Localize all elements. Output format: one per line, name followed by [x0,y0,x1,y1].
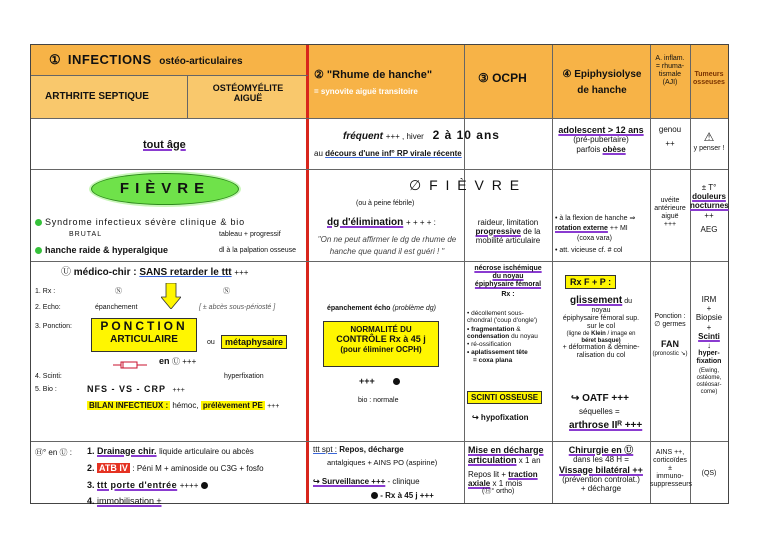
tumeurs-signs: ± T° douleurs nocturnes ++ AEG [690,183,729,234]
rhume-ttt-line4: - Rx à 45 j +++ [371,491,434,500]
label-ponction: 3. Ponction: [35,323,72,330]
bullet-icon [35,219,42,226]
warning-icon: ⚠ [703,130,715,144]
epi-ttt: Chirurgie en Ⓤ dans les 48 H = Vissage bilatéral ++ (prévention controlat.) + décharge [559,445,643,494]
rhume-ttt-line1: ttt spt : Repos, décharge [313,445,404,454]
age-tumeurs: ⚠ y penser ! [690,131,728,153]
brutal: BRUTAL [69,231,103,238]
epi-flexion: • à la flexion de hanche ⇒ rotation externe ++ MI (coxa vara) • att. vicieuse cf. # col [555,215,636,255]
echo-epanchement: épanchement [95,304,138,311]
no-fever: ∅ F I È V R E [409,177,522,193]
hypofixation: ↪ hypofixation [472,413,529,422]
label-bio: 5. Bio : [35,386,57,393]
osteomyelite: OSTÉOMYÉLITE AIGUË [212,83,284,104]
normalite-box: NORMALITÉ DU CONTRÔLE Rx à 45 j (pour éliminer OCPH) [323,321,439,367]
palpation: dl à la palpation osseuse [219,247,297,254]
divider [31,118,728,119]
rx-normal-2: Ⓝ [223,288,230,295]
label-echo: 2. Echo: [35,304,61,311]
rhume-subtitle: = synovite aiguë transitoire [314,87,418,96]
divider [187,75,188,118]
summary-table [30,44,729,504]
ainflam-ttt: AINS ++, corticoïdes ± immuno- suppresseurs [650,449,693,489]
divider [650,45,651,503]
bio-normale: bio : normale [358,397,399,404]
age-epiphysiolyse: adolescent > 12 ans (pré-pubertaire) parfois obèse [558,125,644,154]
sequelles: séquelles = [579,407,620,416]
divider [31,169,728,170]
fever-oval: FIÈVRE [91,173,239,205]
divider [31,441,728,442]
ainflam-uveite: uvéite antérieure aiguë +++ [654,197,686,229]
echo-abces: [ ± abcès sous-périosté ] [199,304,276,311]
tableau-progressif: tableau + progressif [219,231,281,238]
epiphysiolyse-title: ④ Epiphysiolyse de hanche [562,69,642,96]
label-rx: 1. Rx : [35,288,56,295]
hyperfixation: hyperfixation [224,373,264,380]
rhume-quote: "On ne peut affirmer le dg de rhume de hanche que quand il est guéri ! " [317,235,457,257]
ponction-articulaire-box: PONCTION ARTICULAIRE [91,318,197,352]
rhume-title: ② "Rhume de hanche" [314,69,433,81]
divider [690,45,691,503]
bomb-icon [393,378,400,385]
hanche-raide: hanche raide & hyperalgique [35,245,168,255]
age-rhume-line1: fréquent +++ , hiver 2 à 10 ans [343,128,500,142]
no-fever-sub: (ou à peine fébrile) [356,200,415,207]
ttt-line4: 4. immobilisation ± [87,496,162,506]
age-ainflam: genou ++ [658,125,682,149]
ocph-ttt: Mise en décharge articulation x 1 an Repos lit + traction axiale x 1 mois (Ⓗ° ortho) [468,445,544,496]
age-rhume-line2: au décours d'une inf° RP virale récente [314,149,462,158]
scinti-osseuse: SCINTI OSSEUSE [467,391,542,404]
ainflam-ponction: Ponction : ∅ germes FAN (pronostic ↘) [652,313,688,358]
syringe-icon [113,357,147,375]
rx-normal: Ⓝ [115,288,122,295]
tumeurs-title: Tumeurs osseuses [693,71,725,87]
ttt-line1: 1. Drainage chir. liquide articulaire ou abcès [87,446,254,456]
rhume-plus: +++ [359,376,400,386]
arthrose: arthrose IIᴿ +++ [569,420,643,431]
ttt-line3: 3. ttt porte d'entrée ++++ [87,480,208,490]
bilan-infectieux: BILAN INFECTIEUX : hémoc, prélèvement PE +++ [89,401,280,410]
dg-elimination: dg d'élimination + + + + : [327,217,436,228]
age-infections: tout âge [143,139,186,151]
tumeurs-exams: IRM + Biopsie + Scinti ↓ hyper- fixation (Ewing, ostéome, ostéosar- come) [695,295,723,395]
bullet-icon [35,247,42,254]
rhume-epanchement: épanchement écho (problème dg) [327,305,436,312]
bomb-icon [201,482,208,489]
ocph-signs: • décollement sous- chondral ('coup d'ongle') • fragmentation & condensation du noyau • ré-ossification • aplatissement tête = coxa plana [467,310,538,364]
ocph-title: ③ OCPH [478,71,527,85]
en-urgence: en Ⓤ +++ [159,356,197,366]
divider [552,45,553,503]
red-divider [306,45,309,503]
divider [31,75,308,76]
epi-glissement: glissement du noyau épiphysaire fémoral sup. sur le col (ligne de Klein / image en béret basque) + déformation & démine- ralisation du col [562,295,640,360]
epi-rx-fp: Rx F + P : [565,275,616,289]
metaphysaire: métaphysaire [221,335,287,349]
rhume-ttt-line2: antalgiques + AINS PO (aspirine) [327,458,438,467]
ocph-necrose: nécrose ischémique du noyau épiphysaire fémoral Rx : [474,265,542,299]
bomb-icon [371,492,378,499]
oatf: ↪ OATF +++ [571,393,629,404]
rhume-ttt-line3: ↪ Surveillance +++ - clinique [313,477,420,486]
syndrome-infectieux: Syndrome infectieux sévère clinique & bio [35,217,245,227]
tumeurs-ttt: (QS) [701,470,717,477]
hospitalisation-urgence: Ⓗ° en Ⓤ : [35,448,72,457]
ocph-raideur: raideur, limitation progressive de la mobilité articulaire [475,218,541,246]
arthrite-septique: ARTHRITE SEPTIQUE [45,91,149,102]
ttt-line2: 2. ATB IV : Péni M + aminoside ou C3G + fosfo [87,463,264,473]
ainflam-title: A. inflam. = rhuma- tismale (AJI) [655,55,685,87]
nfs-vs-crp: NFS - VS - CRP +++ [87,384,185,394]
label-scinti: 4. Scinti: [35,373,62,380]
ou: ou [207,339,215,346]
urgence-medico-chir: Ⓤ médico-chir : SANS retarder le ttt +++ [61,267,249,278]
divider [31,261,728,262]
infections-title: ① INFECTIONS ostéo-articulaires [49,52,243,67]
